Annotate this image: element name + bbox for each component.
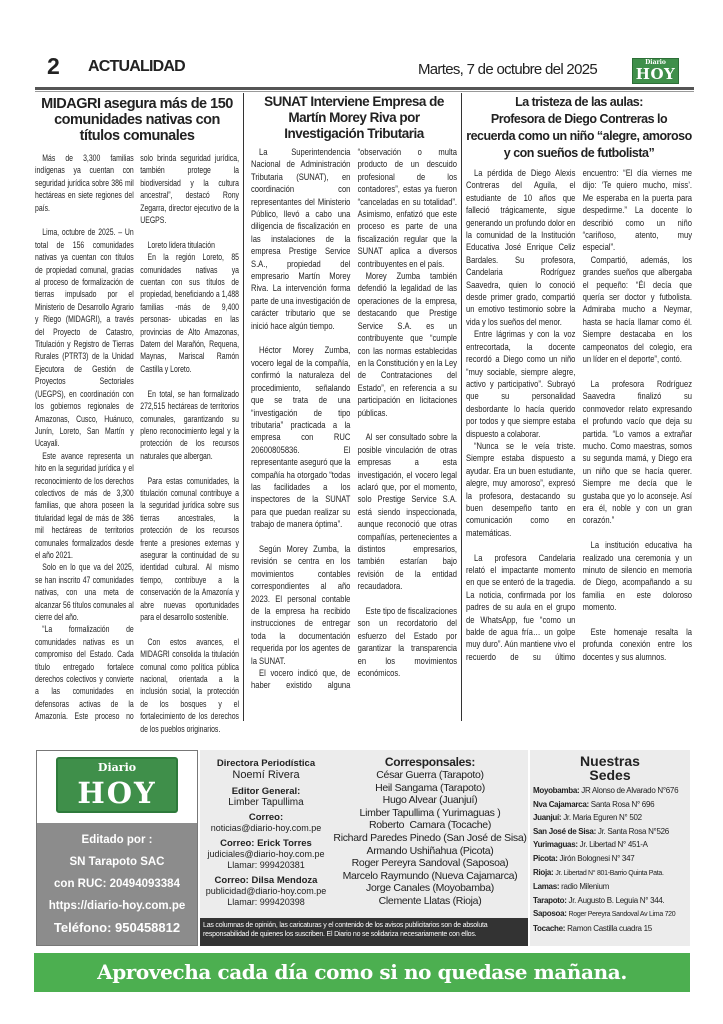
office-city: Picota: bbox=[533, 853, 558, 863]
publisher-ruc: con RUC: 20494093384 bbox=[54, 878, 180, 890]
article-subheading: Loreto lidera titulación bbox=[147, 239, 215, 251]
article-body bbox=[35, 153, 239, 736]
article-body bbox=[466, 168, 692, 664]
logo-top-text: Diario bbox=[645, 59, 666, 66]
correspondents-title: Corresponsales: bbox=[384, 755, 476, 769]
office-address: JR Alonso de Alvarado N°676 bbox=[581, 786, 679, 795]
article-paragraph: La institución educativa ha realizado una ceremonia y un minuto de silencio en memoria de Diego, acompañando a su familia en este doloroso momento. bbox=[582, 540, 692, 614]
article-paragraph: La profesora Candelaria relató el impactante momento en que se enteró de la tragedia. La noticia, confirmada por los padres de su aula en el grupo de WhatsApp, fue “como un balde de agua fría… un golpe muy duro”. Aún mantiene vivo el recuerdo de su último encuentro: “El día viernes me dijo: ‘Te quiero mucho, miss’. Me esperaba en la puerta para despedirme.” La docente lo describió como un niño “cariñoso, atento, muy especial”. bbox=[466, 168, 692, 663]
header-rule bbox=[35, 87, 694, 90]
article-headline bbox=[466, 94, 692, 162]
article-paragraph: Héctor Morey Zumba, vocero legal de la compañía, confirmó la naturaleza del procedimiento, señalando que se trata de una “investigación de tipo tributaria” practicada a la empresa con RUC 20600805836. El representante aseguró que la compañía ha otorgado “todas las facilidades a los inspectores de la SUNAT para que puedan realizar su trabajo de manera óptima”. bbox=[251, 345, 351, 531]
office-address: Jr. Maria Eguren N° 502 bbox=[563, 813, 642, 823]
correspondent: Heil Sangama (Tarapoto) bbox=[375, 781, 485, 794]
article-paragraph: La profesora Rodríguez Saavedra finalizó su conmovedor relato expresando el profundo vacío que deja su partida. “Lo vamos a extrañar mucho. Como maestras, somos su segunda mamá, y Diego era un niño que se hacía querer. Siempre me decía que le gustaba que yo lo aconseje. Así era él, noble y con un gran corazón.” bbox=[582, 378, 692, 527]
staff-label: Editor General: bbox=[231, 786, 301, 797]
article-paragraph: Lima, octubre de 2025. – Un total de 156 comunidades nativas ya cuentan con títulos de propiedad comunal, gracias al proceso de formalización de tierras impulsado por el Ministerio de Desarrollo Agrario y Riego (MIDAGRI), a través del Proyecto de Catastro, Titulación y Registro de Tierras Rurales (PTRT3) de la Unidad Ejecutora de Gestión de Proyectos Sectoriales (UEGPS), en coordinación con los gobiernos regionales de Amazonas, Cusco, Huánuco, Junín, Loreto, San Martín y Ucayali. bbox=[35, 227, 134, 450]
correspondent: César Guerra (Tarapoto) bbox=[376, 769, 484, 781]
article-paragraph: En total, se han formalizado 272,515 hectáreas de territorios comunales, garantizando su pleno reconocimiento legal y la protección de los recursos naturales que albergan. bbox=[140, 388, 239, 462]
office-row bbox=[533, 880, 687, 894]
staff-label: Correo: Erick Torres bbox=[220, 838, 312, 849]
publisher-label: Editado por : bbox=[81, 834, 153, 846]
office-row bbox=[533, 894, 687, 908]
staff-phone: Llamar: 999420381 bbox=[227, 860, 305, 870]
article-paragraph: Compartió, además, los grandes sueños que albergaba el pequeño: “Él decía que quería ser doctor y futbolista. Admiraba mucho a Neymar, hasta se hacía llamar como él. Siempre destacaba en los campeonatos del colegio, era un líder en el deporte”, contó. bbox=[582, 254, 692, 366]
logo-main-text: HOY bbox=[635, 65, 676, 83]
article-paragraph: Según Morey Zumba, la revisión se centra en los movimientos contables correspondientes al año 2023. El personal contable de la empresa ha recibido instrucciones de entregar toda la documentación requerida por los agentes de la SUNAT. bbox=[251, 543, 351, 667]
staff-list bbox=[200, 758, 332, 908]
office-city: Lamas: bbox=[533, 882, 560, 892]
offices-title-line: Nuestras bbox=[580, 753, 640, 769]
office-row bbox=[533, 825, 687, 839]
column-divider bbox=[461, 93, 462, 721]
article-sunat bbox=[251, 94, 457, 693]
office-city: Yurimaguas: bbox=[533, 840, 578, 850]
article-paragraph: En la región Loreto, 85 comunidades nativas ya cuentan con sus títulos de propiedad, beneficiando a 1,488 familias -más de 9,400 personas- ubicadas en las provincias de Alto Amazonas, Datem del Marañón, Requena, Maynas, Mariscal Ramón Castilla y Loreto. bbox=[140, 252, 239, 375]
logo-top-text: Diario bbox=[97, 761, 137, 774]
diario-hoy-logo bbox=[56, 757, 178, 813]
header-rule-thin bbox=[35, 91, 694, 92]
article-paragraph: Este avance representa un hito en la seguridad jurídica y el reconocimiento de los derechos colectivos de más de 3,300 familias, que ahora poseen la titularidad legal de más de 386 mil hectáreas de territorios comunales formalizados desde el año 2021. bbox=[35, 450, 134, 561]
article-headline: SUNAT Interviene Empresa de Martín Morey Riva por Investigación Tributaria bbox=[264, 94, 444, 141]
staff-label: Directora Periodística bbox=[216, 758, 316, 769]
article-paragraph: Este homenaje resalta la profunda conexión entre los docentes y sus alumnos. bbox=[582, 626, 692, 663]
office-city: Nva Cajamarca: bbox=[533, 799, 589, 809]
office-address: radio Milenium bbox=[561, 882, 609, 892]
article-lead: Más de 3,300 familias indígenas ya cuentan con seguridad jurídica sobre 386 mil hectáreas en siete regiones del país. bbox=[35, 153, 134, 214]
article-paragraph: La pérdida de Diego Alexis Contreras del Aguila, el estudiante de 10 años que falleció trágicamente, sigue generando un profundo dolor en la comunidad de la Institución Educativa José Enrique Celiz Bardales. Su profesora, Candelaria Rodríguez Saavedra, quien lo conoció desde primer grado, compartió un emotivo testimonio sobre la vida y los sueños del menor. bbox=[466, 168, 576, 328]
staff-label: Correo: bbox=[248, 812, 284, 823]
publisher-website-link[interactable]: https://diario-hoy.com.pe bbox=[48, 900, 186, 912]
office-address: Jr. Augusto B. Leguia N° 344. bbox=[568, 895, 665, 905]
office-city: Moyobamba: bbox=[533, 786, 580, 795]
article-paragraph: Solo en lo que va del 2025, se han inscrito 47 comunidades nativas, con una meta de alcanzar 56 títulos comunales al cierre del año. bbox=[35, 562, 134, 624]
correspondent: Clemente Llatas (Rioja) bbox=[378, 894, 482, 907]
office-address: Jr. Libertad N° 451-A bbox=[579, 840, 648, 850]
publisher-phone: Teléfono: 950458812 bbox=[53, 920, 181, 935]
correspondents-list bbox=[332, 755, 528, 908]
article-headline: MIDAGRI asegura más de 150 comunidades nativas con títulos comunales bbox=[41, 96, 233, 144]
article-paragraph: Para estas comunidades, la titulación comunal contribuye a la seguridad jurídica sobre sus tierras ancestrales, la protección de los recursos frente a presiones externas y asegurar la continuidad de su identidad cultural. Al mismo tiempo, contribuye a la conservación de la Amazonía y abre nuevas oportunidades para el desarrollo sostenible. bbox=[140, 475, 239, 623]
office-address: Jr. Santa Rosa N°526 bbox=[597, 826, 669, 836]
office-city: Tarapoto: bbox=[533, 895, 567, 905]
office-row bbox=[533, 852, 687, 866]
issue-date: Martes, 7 de octubre del 2025 bbox=[418, 61, 597, 78]
office-address: Ramon Castilla cuadra 15 bbox=[567, 923, 652, 933]
office-city: Saposoa: bbox=[533, 909, 567, 919]
office-address: Jirón Bolognesi N° 347 bbox=[559, 853, 635, 863]
correspondent: Roger Pereyra Sandoval (Saposoa) bbox=[351, 857, 509, 870]
staff-phone: Llamar: 999420398 bbox=[227, 897, 305, 907]
column-divider bbox=[243, 93, 244, 721]
offices-title bbox=[533, 754, 687, 782]
staff-name: Noemí Rivera bbox=[232, 769, 300, 781]
correspondent: Limber Tapullima ( Yurimaguas ) bbox=[359, 806, 501, 819]
staff-email: noticias@diario-hoy.com.pe bbox=[210, 823, 322, 833]
office-address: Santa Rosa N° 696 bbox=[590, 799, 655, 809]
office-row bbox=[533, 811, 687, 825]
disclaimer: Las columnas de opinión, las caricaturas y el contenido de los avisos publicitarios son de absoluta responsabilidad de quienes los suscriben. El Diario no se solidariza necesariamente con ellos. bbox=[200, 918, 528, 946]
publisher-box bbox=[36, 750, 198, 946]
motto-banner: Aprovecha cada día como si no quedase mañana. bbox=[34, 953, 690, 992]
correspondent: Richard Paredes Pinedo (San José de Sisa) bbox=[333, 831, 527, 844]
staff-box bbox=[200, 750, 528, 946]
header-logo bbox=[632, 58, 679, 84]
publisher-name: SN Tarapoto SAC bbox=[69, 856, 165, 868]
office-city: Tocache: bbox=[533, 923, 566, 933]
office-city: Rioja: bbox=[533, 867, 554, 877]
article-paragraph: Al ser consultado sobre la posible vinculación de otras empresas a esta investigación, el vocero legal aclaró que, por el momento, solo Prestige Service S.A. está siendo inspeccionada, aunque reconoció que otras compañías, pertenecientes a distintos empresarios, también estarían bajo revisión de la entidad recaudadora. bbox=[357, 432, 457, 593]
offices-title-line: Sedes bbox=[589, 767, 631, 783]
correspondent: Marcelo Raymundo (Nueva Cajamarca) bbox=[342, 869, 518, 882]
article-paragraph: Morey Zumba también defendió la legalidad de las operaciones de la empresa, destacando que Prestige Service S.A. es un contribuyente que “cumple con las normas establecidas en la Constitución y en la Ley de Contrataciones del Estado”, en referencia a su participación en licitaciones públicas. bbox=[357, 271, 457, 419]
article-midagri bbox=[35, 94, 239, 736]
office-row bbox=[533, 838, 687, 852]
staff-email: publicidad@diario-hoy.com.pe bbox=[205, 886, 327, 896]
logo-main-text: HOY bbox=[77, 776, 157, 810]
correspondent: Hugo Alvear (Juanjuí) bbox=[382, 794, 478, 807]
article-body bbox=[251, 147, 457, 693]
article-paragraph: Este tipo de fiscalizaciones son un recordatorio del esfuerzo del Estado por garantizar la transparencia en los movimientos económicos. bbox=[357, 606, 457, 680]
correspondent: Armando Ushiñahua (Picota) bbox=[366, 844, 494, 857]
staff-label: Correo: Dilsa Mendoza bbox=[214, 875, 318, 886]
staff-name: Limber Tapullima bbox=[228, 797, 304, 808]
page-number: 2 bbox=[47, 53, 59, 79]
office-row bbox=[533, 922, 687, 936]
article-diego bbox=[466, 94, 692, 664]
correspondent: Roberto Camara (Tocache) bbox=[368, 819, 492, 832]
section-title: ACTUALIDAD bbox=[88, 58, 185, 75]
headline-kicker: La tristeza de las aulas: bbox=[515, 95, 643, 109]
office-address: Jr. Libertad N° 801-Barrio Quinta Pata. bbox=[555, 869, 664, 877]
article-paragraph: “La formalización de comunidades nativas es un compromiso del Estado. Cada título entregado fortalece derechos colectivos y convierte a las comunidades en defensoras activas de la Amazonía. Este proceso no solo brinda seguridad jurídica, también protege la biodiversidad y la cultura ancestral”, destacó Rony Zegarra, director ejecutivo de la UEGPS. bbox=[35, 153, 239, 723]
article-paragraph: Con estos avances, el MIDAGRI consolida la titulación comunal como política pública nacional, orientada a la inclusión social, la protección de los bosques y el fortalecimiento de los derechos de los pueblos originarios. bbox=[140, 636, 239, 735]
article-paragraph: Entre lágrimas y con la voz entrecortada, la docente recordó a Diego como un niño “muy sociable, siempre alegre, activo y participativo”. Subrayó que su personalidad desbordante lo hacía querido por todos y que siempre estaba dispuesto a colaborar. bbox=[466, 329, 576, 440]
office-row bbox=[533, 784, 687, 798]
office-row bbox=[533, 907, 687, 922]
offices-box bbox=[530, 750, 690, 946]
article-paragraph: La Superintendencia Nacional de Administración Tributaria (SUNAT), en coordinación con representantes del Ministerio Público, llevó a cabo una diligencia de fiscalización en las instalaciones de la empresa Prestige Service S.A., propiedad del empresario Martín Morey Riva. La intervención forma parte de una investigación de carácter tributario que se inició hace algún tiempo. bbox=[251, 147, 351, 332]
office-city: San José de Sisa: bbox=[533, 826, 596, 836]
office-address: Roger Pereyra Sandoval Av Lima 720 bbox=[568, 911, 676, 919]
correspondent: Jorge Canales (Moyobamba) bbox=[366, 882, 494, 895]
headline-main: Profesora de Diego Contreras lo recuerda como un niño “alegre, amoroso y con sueños de futbolista” bbox=[466, 112, 692, 160]
office-city: Juanjuí: bbox=[533, 813, 562, 823]
office-row bbox=[533, 798, 687, 812]
article-paragraph: El vocero indicó que, de haber existido alguna “observación o multa producto de un descuido profesional de los contadores”, estas ya fueron “canceladas en su totalidad”. Asimismo, enfatizó que este proceso es parte de una fiscalización regular que la SUNAT aplica a diversos contribuyentes en el país. bbox=[251, 147, 457, 692]
office-row bbox=[533, 866, 687, 881]
staff-email: judiciales@diario-hoy.com.pe bbox=[207, 849, 325, 859]
article-paragraph: “Nunca se le veía triste. Siempre estaba dispuesto a ayudar. Era un buen estudiante, alegre, muy amoroso”, expresó la profesora, destacando su buen desempeño tanto en comunicación como en matemáticas. bbox=[466, 440, 576, 539]
